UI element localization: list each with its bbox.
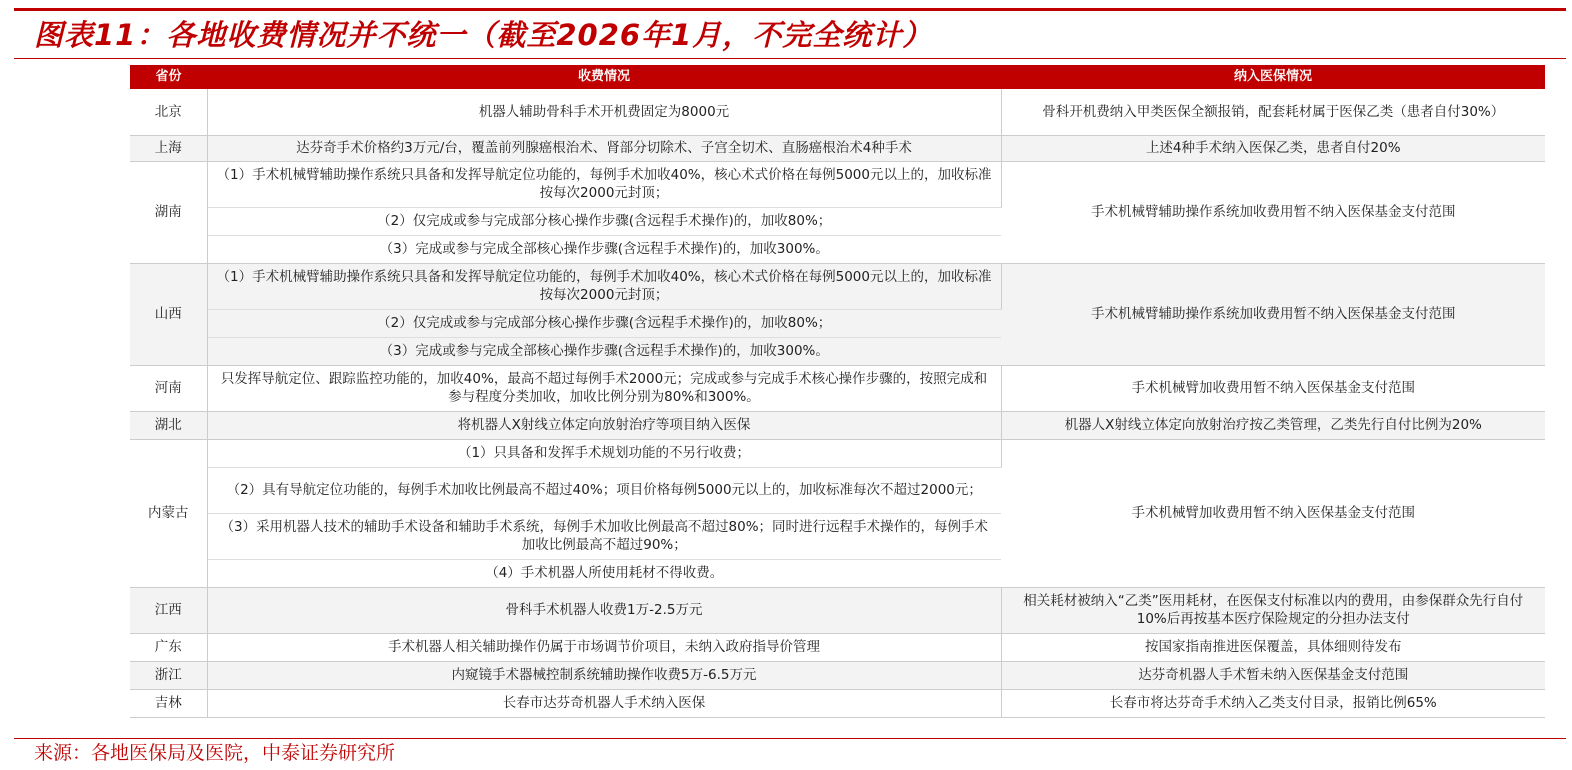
insurance-cell: 骨科开机费纳入甲类医保全额报销，配套耗材属于医保乙类（患者自付30%） xyxy=(1001,89,1545,135)
province-cell: 山西 xyxy=(130,263,207,365)
table-row xyxy=(130,587,1545,633)
table-row xyxy=(130,439,1545,467)
source-note: 来源：各地医保局及医院，中泰证券研究所 xyxy=(34,742,396,764)
fee-cell: （3）完成或参与完成全部核心操作步骤(含远程手术操作)的，加收300%。 xyxy=(207,337,1001,365)
insurance-cell: 相关耗材被纳入“乙类”医用耗材，在医保支付标准以内的费用，由参保群众先行自付10%后再按基本医疗保险规定的分担办法支付 xyxy=(1001,587,1545,633)
table-row xyxy=(130,161,1545,207)
province-cell: 江西 xyxy=(130,587,207,633)
province-cell: 北京 xyxy=(130,89,207,135)
fee-cell: 手术机器人相关辅助操作仍属于市场调节价项目，未纳入政府指导价管理 xyxy=(207,633,1001,661)
insurance-cell: 手术机械臂辅助操作系统加收费用暂不纳入医保基金支付范围 xyxy=(1001,263,1545,365)
top-rule xyxy=(14,8,1566,11)
table-row xyxy=(130,633,1545,661)
fee-cell: （2）仅完成或参与完成部分核心操作步骤(含远程手术操作)的，加收80%； xyxy=(207,207,1001,235)
table-row xyxy=(130,411,1545,439)
table-row xyxy=(130,263,1545,309)
province-cell: 湖南 xyxy=(130,161,207,263)
insurance-cell: 手术机械臂加收费用暂不纳入医保基金支付范围 xyxy=(1001,365,1545,411)
province-cell: 上海 xyxy=(130,135,207,161)
province-cell: 广东 xyxy=(130,633,207,661)
fee-table xyxy=(130,65,1545,718)
table-row xyxy=(130,89,1545,135)
fee-cell: 内窥镜手术器械控制系统辅助操作收费5万-6.5万元 xyxy=(207,661,1001,689)
fee-cell: （1）只具备和发挥手术规划功能的不另行收费； xyxy=(207,439,1001,467)
fee-cell: （2）仅完成或参与完成部分核心操作步骤(含远程手术操作)的，加收80%； xyxy=(207,309,1001,337)
header-insurance: 纳入医保情况 xyxy=(1001,65,1545,89)
fee-cell: 将机器人X射线立体定向放射治疗等项目纳入医保 xyxy=(207,411,1001,439)
title-rule xyxy=(14,58,1566,59)
fee-cell: 机器人辅助骨科手术开机费固定为8000元 xyxy=(207,89,1001,135)
fee-cell: （3）完成或参与完成全部核心操作步骤(含远程手术操作)的，加收300%。 xyxy=(207,235,1001,263)
table-row xyxy=(130,135,1545,161)
fee-cell: 达芬奇手术价格约3万元/台，覆盖前列腺癌根治术、肾部分切除术、子宫全切术、直肠癌根治术4种手术 xyxy=(207,135,1001,161)
figure-title: 图表11：各地收费情况并不统一（截至2026年1月，不完全统计） xyxy=(34,18,933,52)
table-header-row xyxy=(130,65,1545,89)
fee-cell: 只发挥导航定位、跟踪监控功能的，加收40%，最高不超过每例手术2000元；完成或参与完成手术核心操作步骤的，按照完成和参与程度分类加收，加收比例分别为80%和300%。 xyxy=(207,365,1001,411)
insurance-cell: 手术机械臂辅助操作系统加收费用暂不纳入医保基金支付范围 xyxy=(1001,161,1545,263)
fee-cell: 长春市达芬奇机器人手术纳入医保 xyxy=(207,689,1001,717)
province-cell: 内蒙古 xyxy=(130,439,207,587)
fee-cell: （3）采用机器人技术的辅助手术设备和辅助手术系统，每例手术加收比例最高不超过80%；同时进行远程手术操作的，每例手术加收比例最高不超过90%； xyxy=(207,513,1001,559)
province-cell: 湖北 xyxy=(130,411,207,439)
province-cell: 浙江 xyxy=(130,661,207,689)
fee-cell: （1）手术机械臂辅助操作系统只具备和发挥导航定位功能的，每例手术加收40%，核心术式价格在每例5000元以上的，加收标准按每次2000元封顶； xyxy=(207,263,1001,309)
fee-cell: （1）手术机械臂辅助操作系统只具备和发挥导航定位功能的，每例手术加收40%，核心术式价格在每例5000元以上的，加收标准按每次2000元封顶； xyxy=(207,161,1001,207)
province-cell: 吉林 xyxy=(130,689,207,717)
insurance-cell: 按国家指南推进医保覆盖，具体细则待发布 xyxy=(1001,633,1545,661)
table-row xyxy=(130,661,1545,689)
table-row xyxy=(130,365,1545,411)
fee-cell: （4）手术机器人所使用耗材不得收费。 xyxy=(207,559,1001,587)
source-rule xyxy=(14,738,1566,739)
province-cell: 河南 xyxy=(130,365,207,411)
insurance-cell: 达芬奇机器人手术暂未纳入医保基金支付范围 xyxy=(1001,661,1545,689)
insurance-cell: 长春市将达芬奇手术纳入乙类支付目录，报销比例65% xyxy=(1001,689,1545,717)
insurance-cell: 手术机械臂加收费用暂不纳入医保基金支付范围 xyxy=(1001,439,1545,587)
fee-cell: 骨科手术机器人收费1万-2.5万元 xyxy=(207,587,1001,633)
header-fee: 收费情况 xyxy=(207,65,1001,89)
fee-cell: （2）具有导航定位功能的，每例手术加收比例最高不超过40%；项目价格每例5000元以上的，加收标准每次不超过2000元； xyxy=(207,467,1001,513)
header-province: 省份 xyxy=(130,65,207,89)
insurance-cell: 机器人X射线立体定向放射治疗按乙类管理，乙类先行自付比例为20% xyxy=(1001,411,1545,439)
insurance-cell: 上述4种手术纳入医保乙类，患者自付20% xyxy=(1001,135,1545,161)
table-row xyxy=(130,689,1545,717)
